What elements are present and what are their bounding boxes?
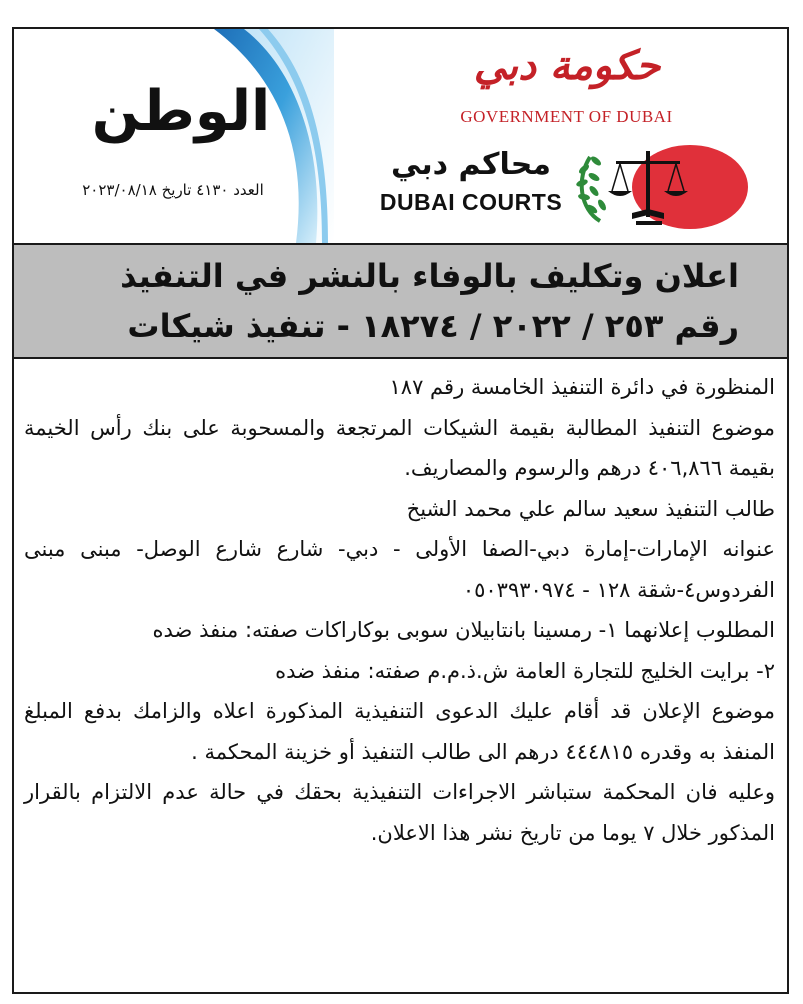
courts-name-english: DUBAI COURTS [379,189,563,215]
newspaper-name: الوطن [91,79,271,144]
issue-number-date: العدد ٤١٣٠ تاريخ ٢٠٢٣/٠٨/١٨ [82,181,264,199]
body-paragraph-respondent-2: ٢- برايت الخليج للتجارة العامة ش.ذ.م.م صفته: منفذ ضده [275,658,775,683]
body-paragraph-notice: موضوع الإعلان قد أقام عليك الدعوى التنفيذية المذكورة اعلاه والزامك بدفع المبلغ المنفذ به وقدره ٤٤٤٨١٥ درهم الى طالب التنفيذ أو خزينة المحكمة . [24,699,775,764]
header [14,29,787,243]
body-paragraph-subject: موضوع التنفيذ المطالبة بقيمة الشيكات المرتجعة والمسحوبة على بنك رأس الخيمة بقيمة ٤٠٦,٨٦٦ درهم والرسوم والمصاريف. [24,415,775,480]
government-logo-english: GOVERNMENT OF DUBAI [460,107,673,126]
body-paragraph-warning: وعليه فان المحكمة ستباشر الاجراءات التنفيذية بحقك في حالة عدم الالتزام بالقرار المذكور خلال ٧ يوما من تاريخ نشر هذا الاعلان. [24,780,775,845]
government-logo-arabic: حكومة دبي [473,42,661,89]
scales-of-justice-icon [570,139,750,234]
courts-name-arabic: محاكم دبي [391,147,551,182]
announcement-frame [12,27,789,994]
body-paragraph-circuit: المنظورة في دائرة التنفيذ الخامسة رقم ١٨٧ [389,375,775,399]
body-paragraph-respondent-1: المطلوب إعلانهما ١- رمسينا بانتابيلان سوبى بوكاراكات صفته: منفذ ضده [152,618,775,642]
title-line-2: رقم ٢٥٣ / ٢٠٢٢ / ١٨٢٧٤ - تنفيذ شيكات [127,307,739,345]
title-line-1: اعلان وتكليف بالوفاء بالنشر في التنفيذ [120,257,739,295]
body-paragraph-claimant: طالب التنفيذ سعيد سالم علي محمد الشيخ [406,496,775,521]
announcement-body [24,367,775,853]
body-paragraph-address: عنوانه الإمارات-إمارة دبي-الصفا الأولى - دبي- شارع شارع الوصل- مبنى مبنى الفردوس٤-شقة ١٢٨ - ٠٥٠٣٩٣٠٩٧٤ [24,537,775,602]
title-band [14,243,787,359]
